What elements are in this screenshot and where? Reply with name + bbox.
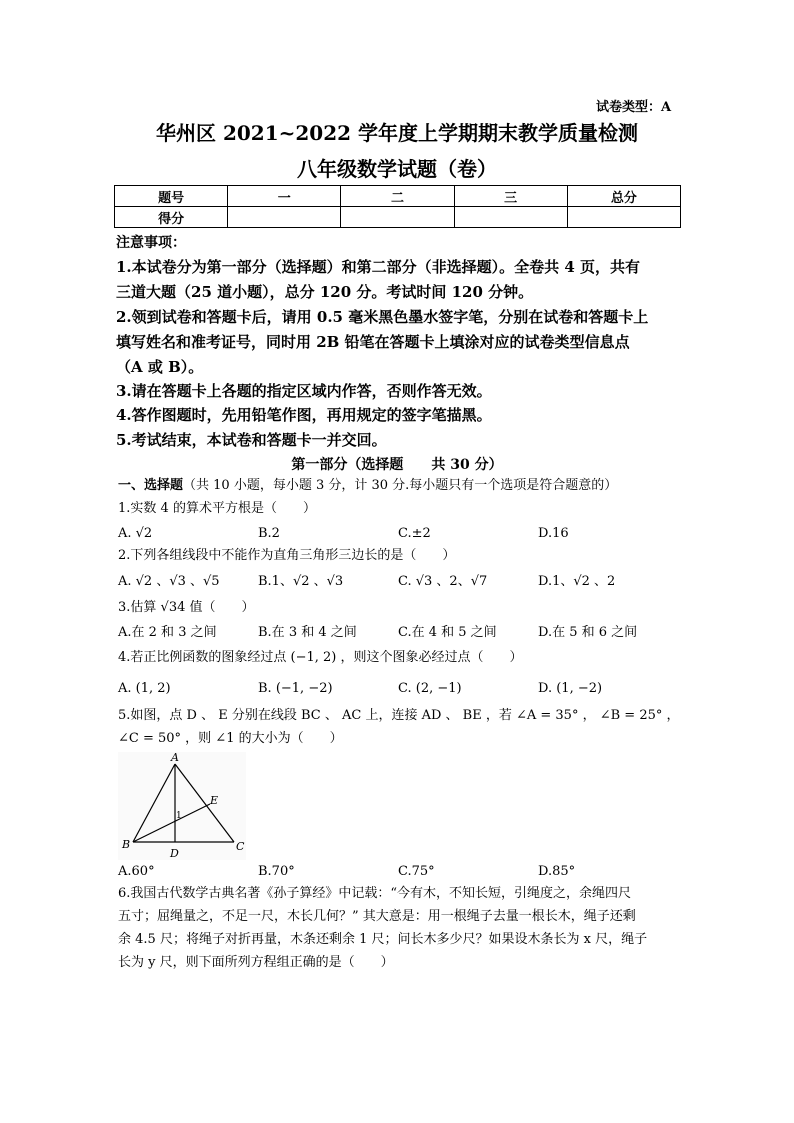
question-5-stem: 5.如图，点 D 、 E 分别在线段 BC 、 AC 上，连接 AD 、 BE ，若 ∠A = 35° ， ∠B = 25° ， bbox=[118, 708, 680, 723]
score-table-header-row bbox=[115, 186, 681, 207]
vertex-d-label: D bbox=[170, 847, 179, 860]
q5-option-a: A.60° bbox=[118, 864, 155, 879]
q3-option-c: C.在 4 和 5 之间 bbox=[398, 625, 497, 640]
triangle-figure bbox=[118, 752, 246, 860]
score-row-label: 得分 bbox=[115, 207, 228, 228]
section-instructions bbox=[118, 476, 617, 496]
vertex-a-label: A bbox=[171, 752, 179, 764]
note-line: 4.答作图题时，先用铅笔作图，再用规定的签字笔描黑。 bbox=[116, 406, 492, 424]
score-header-cell: 三 bbox=[454, 186, 567, 207]
q1-option-d: D.16 bbox=[538, 526, 569, 541]
vertex-e-label: E bbox=[210, 794, 219, 807]
score-header-cell: 总分 bbox=[567, 186, 680, 207]
question-4-stem: 4.若正比例函数的图象经过点 (−1, 2) ，则这个图象必经过点（ ） bbox=[118, 650, 523, 665]
q5-option-b: B.70° bbox=[258, 864, 295, 879]
note-line: 3.请在答题卡上各题的指定区域内作答，否则作答无效。 bbox=[116, 382, 492, 400]
q1-option-a: A. √2 bbox=[118, 526, 153, 541]
q1-option-b: B.2 bbox=[258, 526, 280, 541]
question-3-stem: 3.估算 √34 值（ ） bbox=[118, 600, 255, 615]
score-header-cell: 题号 bbox=[115, 186, 228, 207]
question-5-stem-cont: ∠C = 50° ，则 ∠1 的大小为（ ） bbox=[118, 731, 343, 746]
q3-option-a: A.在 2 和 3 之间 bbox=[118, 625, 217, 640]
exam-title: 华州区 2021~2022 学年度上学期期末教学质量检测 bbox=[155, 121, 638, 145]
score-cell[interactable] bbox=[341, 207, 454, 228]
note-line: 2.领到试卷和答题卡后，请用 0.5 毫米黑色墨水签字笔，分别在试卷和答题卡上 bbox=[116, 308, 649, 326]
score-cell[interactable] bbox=[567, 207, 680, 228]
q2-option-d: D.1、√2 、2 bbox=[538, 574, 616, 589]
note-line: 1.本试卷分为第一部分（选择题）和第二部分（非选择题）。全卷共 4 页，共有 bbox=[116, 258, 641, 276]
notes-heading: 注意事项： bbox=[116, 235, 186, 251]
q2-option-a: A. √2 、√3 、√5 bbox=[118, 574, 220, 589]
angle-1-label: 1 bbox=[176, 811, 182, 821]
q3-option-d: D.在 5 和 6 之间 bbox=[538, 625, 638, 640]
paper-type-label: 试卷类型：A bbox=[596, 100, 672, 115]
q4-option-c: C. (2, −1) bbox=[398, 681, 462, 696]
q1-option-c: C.±2 bbox=[398, 526, 431, 541]
section-label: 一、选择题 bbox=[118, 478, 184, 493]
score-table-score-row bbox=[115, 207, 681, 228]
score-cell[interactable] bbox=[228, 207, 341, 228]
score-cell[interactable] bbox=[454, 207, 567, 228]
question-2-stem: 2.下列各组线段中不能作为直角三角形三边长的是（ ） bbox=[118, 548, 456, 563]
question-1-stem: 1.实数 4 的算术平方根是（ ） bbox=[118, 501, 316, 516]
q5-option-c: C.75° bbox=[398, 864, 435, 879]
question-6-line: 长为 y 尺，则下面所列方程组正确的是（ ） bbox=[118, 955, 394, 970]
vertex-b-label: B bbox=[122, 838, 131, 851]
section-description: （共 10 小题，每小题 3 分，计 30 分.每小题只有一个选项是符合题意的） bbox=[183, 478, 618, 493]
q5-option-d: D.85° bbox=[538, 864, 576, 879]
q4-option-a: A. (1, 2) bbox=[118, 681, 171, 696]
note-line: 填写姓名和准考证号，同时用 2B 铅笔在答题卡上填涂对应的试卷类型信息点 bbox=[116, 333, 630, 351]
note-line: 5.考试结束，本试卷和答题卡一并交回。 bbox=[116, 431, 387, 449]
part1-title: 第一部分（选择题 共 30 分） bbox=[291, 457, 503, 473]
question-6-line: 余 4.5 尺；将绳子对折再量，木条还剩余 1 尺；问长木多少尺？如果设木条长为 x 尺，绳子 bbox=[118, 932, 648, 947]
note-line: （A 或 B）。 bbox=[116, 358, 204, 376]
score-header-cell: 一 bbox=[228, 186, 341, 207]
exam-subtitle: 八年级数学试题（卷） bbox=[297, 157, 497, 181]
q4-option-d: D. (1, −2) bbox=[538, 681, 603, 696]
q4-option-b: B. (−1, −2) bbox=[258, 681, 333, 696]
note-line: 三道大题（25 道小题），总分 120 分。考试时间 120 分钟。 bbox=[116, 283, 534, 301]
question-6-line: 6.我国古代数学古典名著《孙子算经》中记载：“今有木，不知长短，引绳度之，余绳四尺 bbox=[118, 886, 632, 901]
score-header-cell: 二 bbox=[341, 186, 454, 207]
vertex-c-label: C bbox=[236, 840, 245, 853]
q2-option-b: B.1、√2 、√3 bbox=[258, 574, 344, 589]
question-6-line: 五寸；屈绳量之，不足一尺，木长几何？” 其大意是：用一根绳子去量一根长木，绳子还剩 bbox=[118, 909, 636, 924]
score-table bbox=[114, 185, 681, 228]
q2-option-c: C. √3 、2、√7 bbox=[398, 574, 488, 589]
q3-option-b: B.在 3 和 4 之间 bbox=[258, 625, 357, 640]
